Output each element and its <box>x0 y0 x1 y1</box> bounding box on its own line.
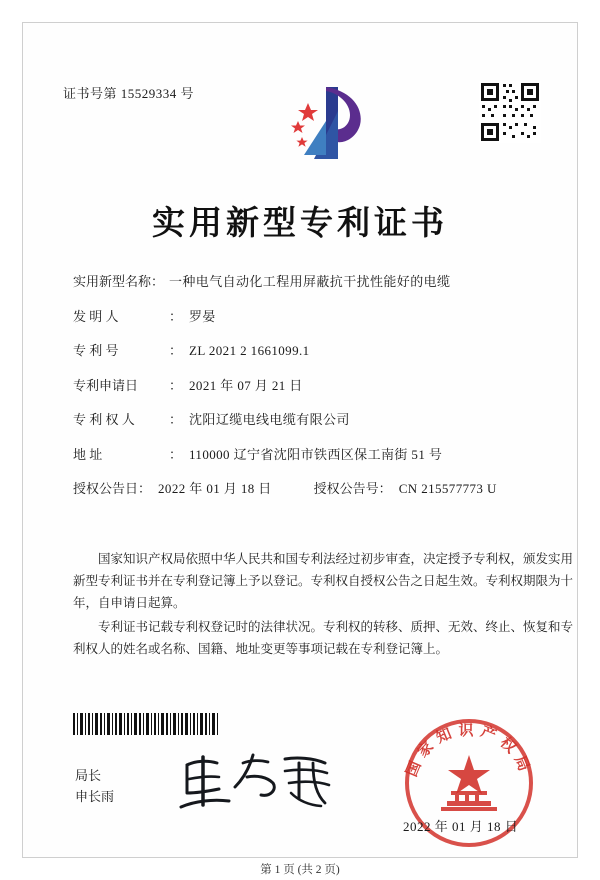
field-colon: ： <box>169 377 183 393</box>
field-value: 罗晏 <box>189 308 216 324</box>
director-name-label: 申长雨 <box>75 789 115 804</box>
svg-text:国家知识产权局: 国家知识产权局 <box>404 723 534 780</box>
cnipa-logo-icon <box>268 81 378 165</box>
legal-text <box>73 548 573 662</box>
director-role-label: 局长 <box>75 768 102 783</box>
field-value: 一种电气自动化工程用屏蔽抗干扰性能好的电缆 <box>169 274 451 289</box>
legal-paragraph-2: 专利证书记载专利权登记时的法律状况。专利权的转移、质押、无效、终止、恢复和专利权人的姓名或名称、国籍、地址变更等事项记载在专利登记簿上。 <box>73 620 574 656</box>
field-label: 专 利 权 人 <box>73 412 135 427</box>
grant-date-label: 授权公告日： <box>73 481 152 496</box>
field-label: 实用新型名称： <box>73 274 165 289</box>
grant-publication-value: CN 215577773 U <box>398 481 497 496</box>
field-colon: ： <box>169 412 183 427</box>
certificate-number: 证书号第 15529334 号 <box>63 86 195 101</box>
field-colon: ： <box>169 446 183 462</box>
field-row-grant <box>73 478 573 497</box>
field-value: ZL 2021 2 1661099.1 <box>189 343 310 358</box>
grant-publication-label: 授权公告号： <box>313 481 392 496</box>
qr-code-icon <box>479 81 541 143</box>
field-row-utility-model-name <box>73 271 573 290</box>
field-row-address <box>73 444 573 463</box>
field-label: 专 利 号 <box>73 343 119 358</box>
field-colon: ： <box>169 343 183 358</box>
field-row-application-date <box>73 375 573 394</box>
field-value: 沈阳辽缆电线电缆有限公司 <box>189 412 350 427</box>
field-colon: ： <box>169 308 183 324</box>
field-value: 2021 年 07 月 21 日 <box>189 377 303 393</box>
seal-date: 2022 年 01 月 18 日 <box>403 819 519 834</box>
handwritten-signature-icon <box>173 749 343 813</box>
field-value: 110000 辽宁省沈阳市铁西区保工南街 51 号 <box>189 446 443 462</box>
grant-date-value: 2022 年 01 月 18 日 <box>158 481 272 496</box>
field-row-patentee <box>73 409 573 428</box>
field-row-patent-number <box>73 340 573 359</box>
legal-paragraph-1: 国家知识产权局依照中华人民共和国专利法经过初步审查，决定授予专利权，颁发实用新型专利证书并在专利登记簿上予以登记。专利权自授权公告之日起生效。专利权期限为十年，自申请日起算。 <box>73 552 574 610</box>
signature-labels <box>75 765 114 807</box>
field-row-inventor <box>73 306 573 325</box>
field-label: 地 址 <box>73 446 103 462</box>
field-label: 专利申请日 <box>73 377 139 393</box>
barcode <box>73 713 218 735</box>
page-title: 实用新型专利证书 <box>152 206 448 242</box>
page-footer: 第 1 页 (共 2 页) <box>260 864 340 876</box>
field-list <box>73 271 573 513</box>
field-label: 发 明 人 <box>73 308 119 324</box>
certificate-sheet <box>22 22 578 876</box>
